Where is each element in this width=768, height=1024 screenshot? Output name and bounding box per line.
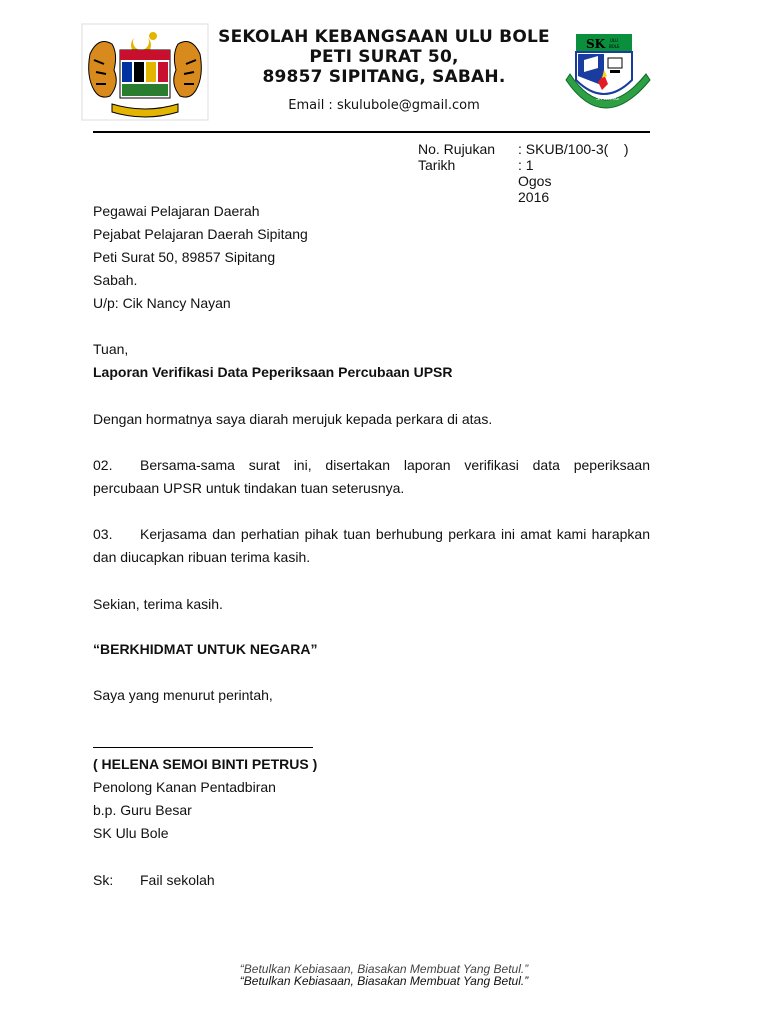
recipient-line: Sabah. <box>93 272 138 288</box>
paragraph-3-number: 03. <box>93 526 113 542</box>
school-name: SEKOLAH KEBANGSAAN ULU BOLE <box>218 27 550 47</box>
signatory-on-behalf: b.p. Guru Besar <box>93 802 192 818</box>
paragraph-3-line-1: Kerjasama dan perhatian pihak tuan berhubung perkara ini amat kami harapkan <box>140 526 650 542</box>
date-label: Tarikh <box>418 157 456 173</box>
closing-text: Sekian, terima kasih. <box>93 596 223 612</box>
recipient-line: Pejabat Pelajaran Daerah Sipitang <box>93 226 308 242</box>
paragraph-3 <box>93 523 650 569</box>
recipient-line: Peti Surat 50, 89857 Sipitang <box>93 249 276 265</box>
paragraph-2-line-1: Bersama-sama surat ini, disertakan laporan verifikasi data peperiksaan <box>140 457 650 473</box>
reference-number-label: No. Rujukan <box>418 141 496 157</box>
header-divider <box>93 131 650 133</box>
reference-block <box>418 141 629 205</box>
cc-label: Sk: <box>93 872 114 888</box>
paragraph-2-number: 02. <box>93 457 113 473</box>
paragraph-2 <box>93 454 650 500</box>
signatory-title: Penolong Kanan Pentadbiran <box>93 779 276 795</box>
svg-text:BOLE: BOLE <box>609 44 620 49</box>
school-email: Email : skulubole@gmail.com <box>288 98 480 113</box>
cc-value: Fail sekolah <box>140 872 215 888</box>
footer-slogan: “Betulkan Kebiasaan, Biasakan Membuat Yang Betul.” <box>239 974 529 988</box>
signatory-school: SK Ulu Bole <box>93 825 169 841</box>
reference-number-value: : SKUB/100-3( ) <box>518 141 629 157</box>
recipient-line: U/p: Cik Nancy Nayan <box>93 295 231 311</box>
school-address-line-1: PETI SURAT 50, <box>309 47 459 67</box>
signatory-name: ( HELENA SEMOI BINTI PETRUS ) <box>93 756 318 772</box>
svg-text:ULU: ULU <box>610 38 618 43</box>
footer-ghost: “Betulkan Kebiasaan, Biasakan Membuat Yang Betul.” <box>239 962 529 976</box>
signature-block <box>93 753 317 845</box>
salutation: Tuan, <box>93 341 129 357</box>
signature-line <box>93 747 313 748</box>
paragraph-2-line-2: percubaan UPSR untuk tindakan tuan seterusnya. <box>93 480 405 496</box>
recipient-address <box>93 200 308 315</box>
motto: “BERKHIDMAT UNTUK NEGARA” <box>93 641 318 657</box>
school-badge-logo <box>566 30 654 114</box>
cc-block <box>93 869 215 892</box>
recipient-line: Pegawai Pelajaran Daerah <box>93 203 260 219</box>
school-address-line-2: 89857 SIPITANG, SABAH. <box>262 67 506 87</box>
paragraph-1: Dengan hormatnya saya diarah merujuk kepada perkara di atas. <box>93 411 493 427</box>
badge-sk-text: SK <box>586 37 606 51</box>
date-value: : 1 Ogos 2016 <box>518 157 552 205</box>
badge-ribbon-text: SIPITANG <box>596 96 619 102</box>
letter-subject: Laporan Verifikasi Data Peperiksaan Percubaan UPSR <box>93 364 453 380</box>
coat-of-arms-logo <box>82 24 208 120</box>
paragraph-3-line-2: dan diucapkan ribuan terima kasih. <box>93 549 311 565</box>
sign-intro: Saya yang menurut perintah, <box>93 687 273 703</box>
